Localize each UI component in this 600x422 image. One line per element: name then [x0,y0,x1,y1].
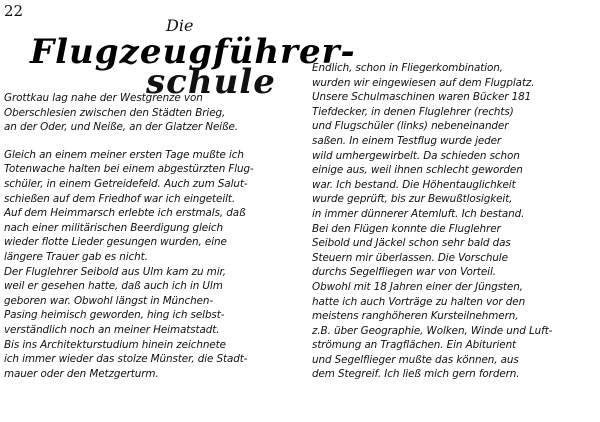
text-line: wurde geprüft, bis zur Bewußtlosigkeit, [312,193,513,206]
text-line: Bei den Flügen konnte die Fluglehrer [312,222,501,235]
text-line: strömung an Tragflächen. Ein Abiturient [312,339,517,352]
text-line: Gleich an einem meiner ersten Tage mußte ich [4,148,244,161]
text-line: Seibold und Jäckel schon sehr bald das [312,237,511,250]
page-number: 22 [4,2,24,20]
text-line: geboren war. Obwohl längst in München- [4,294,214,307]
text-line: Der Fluglehrer Seibold aus Ulm kam zu mir, [4,265,226,278]
text-line: dem Stegreif. Ich ließ mich gern fordern. [312,368,520,381]
text-line: hatte ich auch Vorträge zu halten vor den [312,295,526,308]
text-line: verständlich noch an meiner Heimatstadt. [4,323,220,336]
text-line: meistens ranghöheren Kursteilnehmern, [312,310,519,323]
text-line: Auf dem Heimmarsch erlebte ich erstmals, daß [4,207,246,220]
text-line: in immer dünnerer Atemluft. Ich bestand. [312,207,525,220]
title-line-2: schule [146,62,276,102]
text-line: Grottkau lag nahe der Westgrenze von [4,92,203,104]
text-line: Steuern mir überlassen. Die Vorschule [312,251,508,264]
title-line-1: Flugzeugführer- [30,32,356,72]
text-line: saßen. In einem Testflug wurde jeder [312,134,502,147]
text-line: Bis ins Architekturstudium hinein zeichnete [4,338,226,351]
text-line: schießen auf dem Friedhof war ich eingeteilt. [4,192,236,205]
text-line: z.B. über Geographie, Wolken, Winde und Luft- [312,324,553,337]
text-line: Endlich, schon in Fliegerkombination, [312,62,503,74]
text-line: längere Trauer gab es nicht. [4,250,148,263]
text-line: an der Oder, und Neiße, an der Glatzer Neiße. [4,121,238,134]
text-line: Tiefdecker, in denen Fluglehrer (rechts) [312,105,514,118]
text-line: wieder flotte Lieder gesungen wurden, eine [4,236,227,249]
text-line: Obwohl mit 18 Jahren einer der Jüngsten, [312,280,523,293]
chapter-title [30,16,356,102]
text-line: und Segelflieger mußte das können, aus [312,353,519,366]
text-line: durchs Segelfliegen war von Vorteil. [312,266,496,279]
text-line: Oberschlesien zwischen den Städten Brieg, [4,106,226,119]
text-line: wild umhergewirbelt. Da schieden schon [312,149,520,162]
paragraph [4,148,302,382]
text-line: einige aus, weil ihnen schlecht geworden [312,164,523,177]
text-line: und Flugschüler (links) nebeneinander [312,120,509,133]
text-line: Pasing heimisch geworden, hing ich selbst- [4,309,225,322]
text-line: Unsere Schulmaschinen waren Bücker 181 [312,91,532,104]
text-line: weil er gesehen hatte, daß auch ich in Ulm [4,280,223,293]
left-text-column [4,91,302,381]
text-line: wurden wir eingewiesen auf dem Flugplatz. [312,76,535,89]
text-line: mauer oder den Metzgerturm. [4,367,159,380]
text-line: ich immer wieder das stolze Münster, die Stadt- [4,353,248,366]
text-line: Totenwache halten bei einem abgestürzten Flug- [4,163,254,176]
paragraph [4,91,302,135]
text-line: schüler, in einem Getreidefeld. Auch zum Salut- [4,177,248,190]
paragraph [312,61,600,382]
title-article: Die [166,16,194,35]
right-text-column [312,61,600,382]
text-line: nach einer militärischen Beerdigung gleich [4,221,223,234]
text-line: war. Ich bestand. Die Höhentauglichkeit [312,178,516,191]
